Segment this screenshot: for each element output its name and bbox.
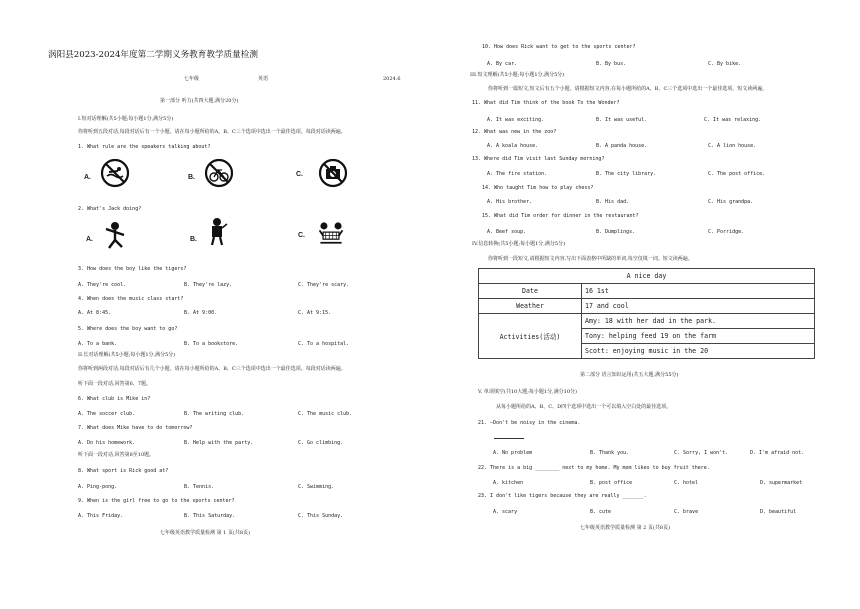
q8-option-a: A. Ping-pong.	[78, 484, 118, 490]
question-23: 23. I don't like tigers because they are really _______.	[478, 493, 647, 499]
q10-option-c: C. By bike.	[708, 61, 742, 67]
q6-option-a: A. The soccer club.	[78, 411, 136, 417]
playing-chess-icon	[316, 218, 346, 248]
q9-option-c: C. This Sunday.	[298, 513, 344, 519]
q14-option-a: A. His brother.	[487, 199, 533, 205]
question-8: 8. What sport is Rick good at?	[78, 468, 169, 474]
table-heading: A nice day	[479, 269, 815, 284]
option-c-label: C.	[298, 232, 305, 239]
q9-option-a: A. This Friday.	[78, 513, 124, 519]
question-1: 1. What rule are the speakers talking about?	[78, 144, 211, 150]
question-13: 13. Where did Tim visit last Sunday morning?	[472, 156, 605, 162]
q13-option-b: B. The city library.	[596, 171, 657, 177]
question-7: 7. What does Mike have to do tomorrow?	[78, 425, 193, 431]
date-value[interactable]: 16 1st	[582, 284, 815, 299]
q12-option-a: A. A koala house.	[487, 143, 539, 149]
question-3: 3. How does the boy like the tigers?	[78, 266, 187, 272]
q22-option-a: A. kitchen	[493, 480, 524, 486]
question-11: 11. What did Tim think of the book To the Wonder?	[472, 100, 620, 106]
q5-option-c: C. To a hospital.	[298, 341, 350, 347]
dialogue-intro: 听下面一段对话,回答第6、7题。	[78, 381, 151, 387]
q7-option-a: A. Do his homework.	[78, 440, 136, 446]
activities-label: Activities(活动)	[479, 314, 582, 359]
date-label: Date	[479, 284, 582, 299]
no-cycling-icon	[204, 158, 234, 188]
q13-option-c: C. The post office.	[708, 171, 766, 177]
q23-option-d: D. beautiful	[760, 509, 797, 515]
q12-option-c: C. A lion house.	[708, 143, 757, 149]
activity-tony[interactable]: Tony: helping feed 19 on the farm	[582, 329, 815, 344]
q11-option-b: B. It was useful.	[596, 117, 648, 123]
q7-option-c: C. Go climbing.	[298, 440, 344, 446]
q10-option-b: B. By bus.	[596, 61, 627, 67]
section-instructions: 从每小题所给的A、B、C、D四个选项中选出一个可以填入空白处的最佳选项。	[496, 404, 672, 410]
section-instructions: 你将听到两段对话,每段对话后有几个小题。请在每小题所给的A、B、C三个选项中选出一个最佳选项。每段对话读两遍。	[78, 366, 346, 372]
question-15: 15. What did Tim order for dinner in the restaurant?	[482, 213, 639, 219]
section-heading: II.长对话理解(共5小题;每小题1分,满分5分)	[78, 352, 176, 358]
q3-option-c: C. They're scary.	[298, 282, 350, 288]
info-transfer-table	[478, 268, 815, 359]
part-heading: 第一部分 听力(共四大题,满分20分)	[160, 98, 239, 104]
q11-option-c: C. It was relaxing.	[704, 117, 762, 123]
q7-option-b: B. Help with the party.	[184, 440, 254, 446]
section-heading: III.短文理解(共5小题;每小题1分,满分5分)	[470, 72, 565, 78]
q22-option-c: C. hotel	[674, 480, 699, 486]
q3-option-a: A. They're cool.	[78, 282, 127, 288]
singing-boy-icon	[202, 216, 232, 246]
section-heading: I.短对话理解(共5小题;每小题1分,满分5分)	[78, 116, 174, 122]
q6-option-b: B. The writing club.	[184, 411, 245, 417]
q4-option-a: A. At 8:45.	[78, 310, 112, 316]
exam-page-2	[430, 0, 860, 609]
activity-scott[interactable]: Scott: enjoying music in the 20	[582, 344, 815, 359]
weather-label: Weather	[479, 299, 582, 314]
q12-option-b: B. A panda house.	[596, 143, 648, 149]
no-photography-icon	[318, 158, 348, 188]
q15-option-b: B. Dumplings.	[596, 229, 636, 235]
section-heading: V. 单项填空(共10大题;每小题1分,满分10分)	[478, 389, 577, 395]
weather-value[interactable]: 17 and cool	[582, 299, 815, 314]
answer-blank[interactable]	[494, 433, 524, 441]
q11-option-a: A. It was exciting.	[487, 117, 545, 123]
option-b-label: B.	[190, 236, 197, 243]
q22-option-b: B. post office	[590, 480, 633, 486]
question-21: 21. —Don't be noisy in the cinema.	[478, 420, 581, 426]
q14-option-c: C. His grandpa.	[708, 199, 754, 205]
section-heading: IV.信息转换(共5小题;每小题1分,满分5分)	[472, 241, 566, 247]
q23-option-b: B. cute	[590, 509, 612, 515]
question-5: 5. Where does the boy want to go?	[78, 326, 178, 332]
q4-option-c: C. At 9:15.	[298, 310, 332, 316]
table-row	[479, 299, 815, 314]
section-instructions: 你将听到一篇短文,短文后有五个小题。请根据短文内容,在每小题所给的A、B、C三个选项中选出一个最佳选项。短文读两遍。	[488, 86, 768, 92]
q14-option-b: B. His dad.	[596, 199, 630, 205]
question-10: 10. How does Rick want to get to the sports center?	[482, 44, 636, 50]
question-12: 12. What was new in the zoo?	[472, 129, 557, 135]
q21-option-b: B. Thank you.	[590, 450, 630, 456]
q6-option-c: C. The music club.	[298, 411, 353, 417]
part-heading: 第二部分 语言知识运用(共五大题,满分55分)	[580, 372, 679, 378]
grade-label: 七年级	[184, 76, 200, 82]
no-swimming-icon	[100, 158, 130, 188]
exam-date: 2024.6	[383, 76, 401, 82]
dancing-boy-icon	[100, 220, 130, 250]
q21-option-a: A. No problem	[493, 450, 533, 456]
table-row	[479, 284, 815, 299]
question-9: 9. When is the girl free to go to the sports center?	[78, 498, 235, 504]
question-4: 4. When does the music class start?	[78, 296, 184, 302]
q15-option-a: A. Beef soup.	[487, 229, 527, 235]
q22-option-d: D. supermarket	[760, 480, 803, 486]
question-22: 22. There is a big ________ next to my home. My mom likes to buy fruit there.	[478, 465, 710, 471]
option-a-label: A.	[86, 236, 93, 243]
option-c-label: C.	[296, 171, 303, 178]
q21-option-c: C. Sorry, I won't.	[674, 450, 729, 456]
activity-amy[interactable]: Amy: 18 with her dad in the park.	[582, 314, 815, 329]
page-footer: 七年级英语教学质量检测 第 1 页(共8页)	[160, 530, 251, 536]
q13-option-a: A. The fire station.	[487, 171, 548, 177]
q8-option-c: C. Swimming.	[298, 484, 335, 490]
subject-label: 英语	[258, 76, 269, 82]
q21-option-d: D. I'm afraid not.	[750, 450, 805, 456]
exam-title: 涡阳县2023-2024年度第二学期义务教育教学质量检测	[48, 50, 258, 60]
q5-option-b: B. To a bookstore.	[184, 341, 239, 347]
q4-option-b: B. At 9:00.	[184, 310, 218, 316]
q5-option-a: A. To a bank.	[78, 341, 118, 347]
table-row	[479, 314, 815, 329]
page-footer: 七年级英语教学质量检测 第 2 页(共8页)	[580, 525, 671, 531]
question-6: 6. What club is Mike in?	[78, 396, 151, 402]
question-14: 14. Who taught Tim how to play chess?	[482, 185, 594, 191]
q3-option-b: B. They're lazy.	[184, 282, 233, 288]
question-2: 2. What's Jack doing?	[78, 206, 142, 212]
q8-option-b: B. Tennis.	[184, 484, 215, 490]
q23-option-c: C. brave	[674, 509, 699, 515]
section-instructions: 你将听到一段短文,请根据短文内容,写出下面表格中所缺的单词,每空仅填一词。短文读两遍。	[488, 256, 693, 262]
q9-option-b: B. This Saturday.	[184, 513, 236, 519]
q15-option-c: C. Porridge.	[708, 229, 745, 235]
dialogue-intro: 听下面一段对话,回答第8至10题。	[78, 452, 155, 458]
option-b-label: B.	[188, 174, 195, 181]
section-instructions: 你将听到五段对话,每段对话后有一个小题。请在每小题所给的A、B、C三个选项中选出一个最佳选项。每段对话读两遍。	[78, 129, 346, 135]
option-a-label: A.	[84, 174, 91, 181]
q23-option-a: A. scary	[493, 509, 518, 515]
q10-option-a: A. By car.	[487, 61, 518, 67]
